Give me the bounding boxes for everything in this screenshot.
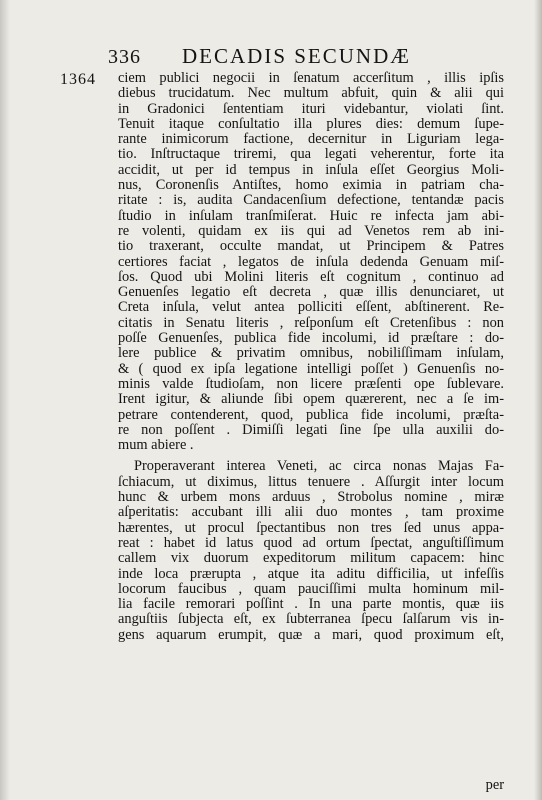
page-edge-shadow [534, 0, 542, 800]
text-line: poſſe Genuenſes, publica fide incolumi, id præſtare : do- [118, 330, 504, 347]
text-line: & ( quod ex ipſa legatione intelligi poſſet ) Genuenſis no- [118, 360, 504, 377]
text-line: Genuenſes legatio eſt decreta , quæ illis denunciaret, ut [118, 284, 504, 301]
text-line: gens aquarum erumpit, quæ a mari, quod proximum eſt, [118, 626, 504, 643]
text-line: ſos. Quod ubi Molini literis eſt cognitum , continuo ad [118, 268, 504, 285]
text-line: tio traxerant, occulte mandat, ut Principem & Patres [118, 238, 504, 255]
text-line: Properaverant interea Veneti, ac circa nonas Majas Fa- [134, 458, 504, 475]
paragraph [118, 459, 504, 643]
text-line: Irent igitur, & aliunde ſibi opem quærerent, nec a ſe im- [118, 391, 504, 408]
text-line: hærentes, ut procul ſpectantibus non tres ſed unus appa- [118, 519, 504, 536]
text-line: nus, Coronenſis Antiſtes, homo eximia in patriam cha- [118, 177, 504, 194]
paragraph [118, 71, 504, 453]
running-header [108, 44, 508, 69]
text-line: tio. Inſtructaque triremi, qua legati veherentur, forte ita [118, 146, 504, 163]
body-text [118, 71, 504, 643]
text-line: anguſtiis ſubjecta eſt, ex ſubterranea ſpecu ſalſarum vis in- [118, 611, 504, 628]
text-line: Creta inſula, velut antea polliciti eſſent, abſtinerent. Re- [118, 299, 504, 316]
text-line: diebus trucidatum. Nec multum abfuit, quin & alii qui [118, 85, 504, 102]
text-line: rante inimicorum factione, decernitur in Liguriam lega- [118, 131, 504, 148]
text-line: ſtudio in inſulam tranſmiſerat. Huic re infecta jam abi- [118, 207, 504, 224]
text-line: re volenti, quidam ex iis qui ad Venetos rem ab ini- [118, 222, 504, 239]
running-title: DECADIS SECUNDÆ [182, 44, 411, 68]
page-number: 336 [108, 46, 141, 68]
text-line: mum abiere . [118, 437, 194, 454]
text-line: hunc & urbem mons arduus , Strobolus nomine , miræ [118, 489, 504, 506]
text-line: aſperitatis: accubant illi alii duo montes , tam proxime [118, 504, 504, 521]
page-spine-shadow [0, 0, 10, 800]
text-line: re non poſſent . Dimiſſi legati ſine ſpe ulla auxilii do- [118, 421, 504, 438]
text-line: ſchiacum, ut diximus, littus tenuere . Aſſurgit inter locum [118, 473, 504, 490]
text-line: reat : habet id latus quod ad ortum ſpectat, anguſtiſſimum [118, 534, 504, 551]
text-line: citatis in Senatu literis , reſponſum eſt Cretenſibus : non [118, 314, 504, 331]
margin-year: 1364 [60, 71, 96, 88]
text-line: in Gradonici ſententiam ituri videbantur, violati ſint. [118, 100, 504, 117]
text-line: lere publice & privatim omnibus, nobiliſſimam inſulam, [118, 345, 504, 362]
text-line: callem vix duorum expeditorum militum capacem: hinc [118, 550, 504, 567]
text-line: accidit, ut per id tempus in inſula eſſet Georgius Moli- [118, 161, 504, 178]
catchword: per [485, 777, 504, 793]
text-line: locorum faucibus , quam pauciſſimi multa hominum mil- [118, 580, 504, 597]
text-line: minis valde ſtudioſam, non licere præſenti ope ſublevare. [118, 375, 504, 392]
text-line: ritate : is, audita Candacenſium defectione, tentandæ pacis [118, 192, 504, 209]
text-line: petrare contenderent, quod, publica fide incolumi, præſta- [118, 406, 504, 423]
text-line: Tenuit itaque conſultatio illa plures dies: demum ſupe- [118, 115, 504, 132]
text-line: certiores faciat , legatos de inſula dedenda Genuam miſ- [118, 253, 504, 270]
text-line: ciem publici negocii in ſenatum accerſitum , illis ipſis [118, 70, 504, 86]
text-line: lia facile remorari poſſint . In una parte montis, quæ iis [118, 596, 504, 613]
text-line: inde loca prærupta , atque ita aditu difficilia, ut infeſſis [118, 565, 504, 582]
